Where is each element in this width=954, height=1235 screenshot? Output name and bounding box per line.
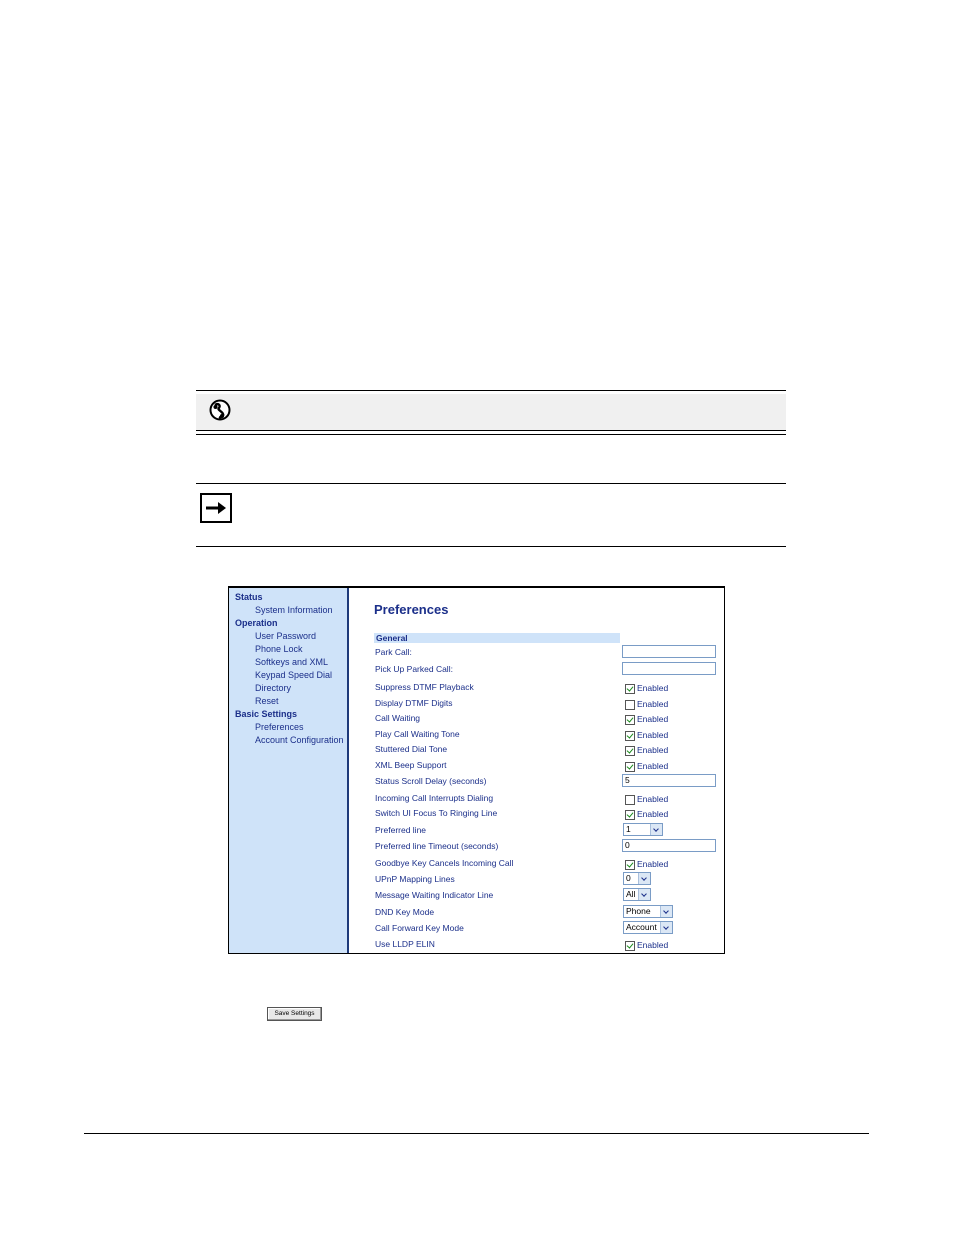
- sidebar-item-directory[interactable]: Directory: [255, 683, 292, 693]
- enabled-checkbox-field[interactable]: [625, 859, 668, 870]
- checkbox[interactable]: [625, 762, 635, 772]
- save-settings-button[interactable]: Save Settings: [267, 1007, 322, 1021]
- checkbox-label: Enabled: [637, 699, 669, 709]
- right-arrow-icon: [200, 493, 232, 523]
- sidebar-item-status[interactable]: Status: [235, 592, 263, 602]
- checkbox-label: Enabled: [637, 683, 669, 693]
- enabled-checkbox-field[interactable]: [625, 683, 668, 694]
- row-label: Incoming Call Interrupts Dialing: [375, 793, 494, 803]
- checkbox[interactable]: [625, 941, 635, 951]
- chevron-down-icon[interactable]: [638, 873, 650, 884]
- checkbox[interactable]: [625, 746, 635, 756]
- text-input[interactable]: [622, 645, 716, 658]
- row-label: Display DTMF Digits: [375, 698, 453, 708]
- text-input[interactable]: 0: [622, 839, 716, 852]
- sidebar-item-account-configuration[interactable]: Account Configuration: [255, 735, 344, 745]
- sidebar-item-preferences[interactable]: Preferences: [255, 722, 304, 732]
- chevron-down-icon[interactable]: [650, 824, 662, 835]
- chevron-down-icon[interactable]: [660, 906, 672, 917]
- sidebar-item-keypad-speed-dial[interactable]: Keypad Speed Dial: [255, 670, 333, 680]
- enabled-checkbox-field[interactable]: [625, 699, 668, 710]
- text-input[interactable]: 5: [622, 774, 716, 787]
- web-note-bar: [196, 390, 786, 435]
- sidebar-nav: [229, 588, 349, 953]
- dropdown-select[interactable]: [623, 921, 673, 934]
- sidebar-item-reset[interactable]: Reset: [255, 696, 279, 706]
- chevron-down-icon[interactable]: [638, 889, 650, 900]
- row-label: XML Beep Support: [375, 760, 447, 770]
- sidebar-item-softkeys-and-xml[interactable]: Softkeys and XML: [255, 657, 329, 667]
- section-header-general: General: [374, 633, 620, 643]
- checkbox-label: Enabled: [637, 794, 669, 804]
- checkbox-label: Enabled: [637, 859, 669, 869]
- enabled-checkbox-field[interactable]: [625, 809, 668, 820]
- checkbox[interactable]: [625, 715, 635, 725]
- checkbox-label: Enabled: [637, 809, 669, 819]
- row-label: Use LLDP ELIN: [375, 939, 435, 949]
- row-label: Park Call:: [375, 647, 412, 657]
- text-input[interactable]: [622, 662, 716, 675]
- footer-rule: [84, 1133, 869, 1134]
- row-label: Message Waiting Indicator Line: [375, 890, 494, 900]
- dropdown-select[interactable]: [623, 823, 663, 836]
- row-label: UPnP Mapping Lines: [375, 874, 455, 884]
- sidebar-item-basic-settings[interactable]: Basic Settings: [235, 709, 298, 719]
- row-label: Call Waiting: [375, 713, 421, 723]
- select-value: All: [626, 889, 636, 899]
- row-label: Preferred line: [375, 825, 427, 835]
- row-label: Goodbye Key Cancels Incoming Call: [375, 858, 514, 868]
- select-value: Account: [626, 922, 657, 932]
- row-label: Call Forward Key Mode: [375, 923, 464, 933]
- enabled-checkbox-field[interactable]: [625, 761, 668, 772]
- row-label: Switch UI Focus To Ringing Line: [375, 808, 498, 818]
- enabled-checkbox-field[interactable]: [625, 940, 668, 951]
- checkbox-label: Enabled: [637, 745, 669, 755]
- row-label: DND Key Mode: [375, 907, 435, 917]
- dropdown-select[interactable]: [623, 905, 673, 918]
- preferences-content: [349, 588, 724, 953]
- select-value: 1: [626, 824, 631, 834]
- enabled-checkbox-field[interactable]: [625, 794, 668, 805]
- sidebar-item-system-information[interactable]: System Information: [255, 605, 333, 615]
- row-label: Preferred line Timeout (seconds): [375, 841, 499, 851]
- checkbox-label: Enabled: [637, 714, 669, 724]
- checkbox[interactable]: [625, 795, 635, 805]
- checkbox[interactable]: [625, 810, 635, 820]
- dropdown-select[interactable]: [623, 888, 651, 901]
- row-label: Stuttered Dial Tone: [375, 744, 448, 754]
- checkbox[interactable]: [625, 700, 635, 710]
- enabled-checkbox-field[interactable]: [625, 745, 668, 756]
- chevron-down-icon[interactable]: [660, 922, 672, 933]
- dropdown-select[interactable]: [623, 872, 651, 885]
- enabled-checkbox-field[interactable]: [625, 730, 668, 741]
- sidebar-item-phone-lock[interactable]: Phone Lock: [255, 644, 303, 654]
- row-label: Pick Up Parked Call:: [375, 664, 453, 674]
- preferences-screenshot: [228, 586, 725, 954]
- checkbox[interactable]: [625, 860, 635, 870]
- checkbox-label: Enabled: [637, 940, 669, 950]
- row-label: Suppress DTMF Playback: [375, 682, 474, 692]
- sidebar-item-user-password[interactable]: User Password: [255, 631, 317, 641]
- globe-phone-icon: [209, 399, 231, 421]
- checkbox[interactable]: [625, 731, 635, 741]
- row-label: Status Scroll Delay (seconds): [375, 776, 487, 786]
- sidebar-item-operation[interactable]: Operation: [235, 618, 278, 628]
- select-value: 0: [626, 873, 631, 883]
- checkbox[interactable]: [625, 684, 635, 694]
- page-title: Preferences: [374, 602, 449, 617]
- enabled-checkbox-field[interactable]: [625, 714, 668, 725]
- row-label: Play Call Waiting Tone: [375, 729, 460, 739]
- checkbox-label: Enabled: [637, 730, 669, 740]
- select-value: Phone: [626, 906, 651, 916]
- checkbox-label: Enabled: [637, 761, 669, 771]
